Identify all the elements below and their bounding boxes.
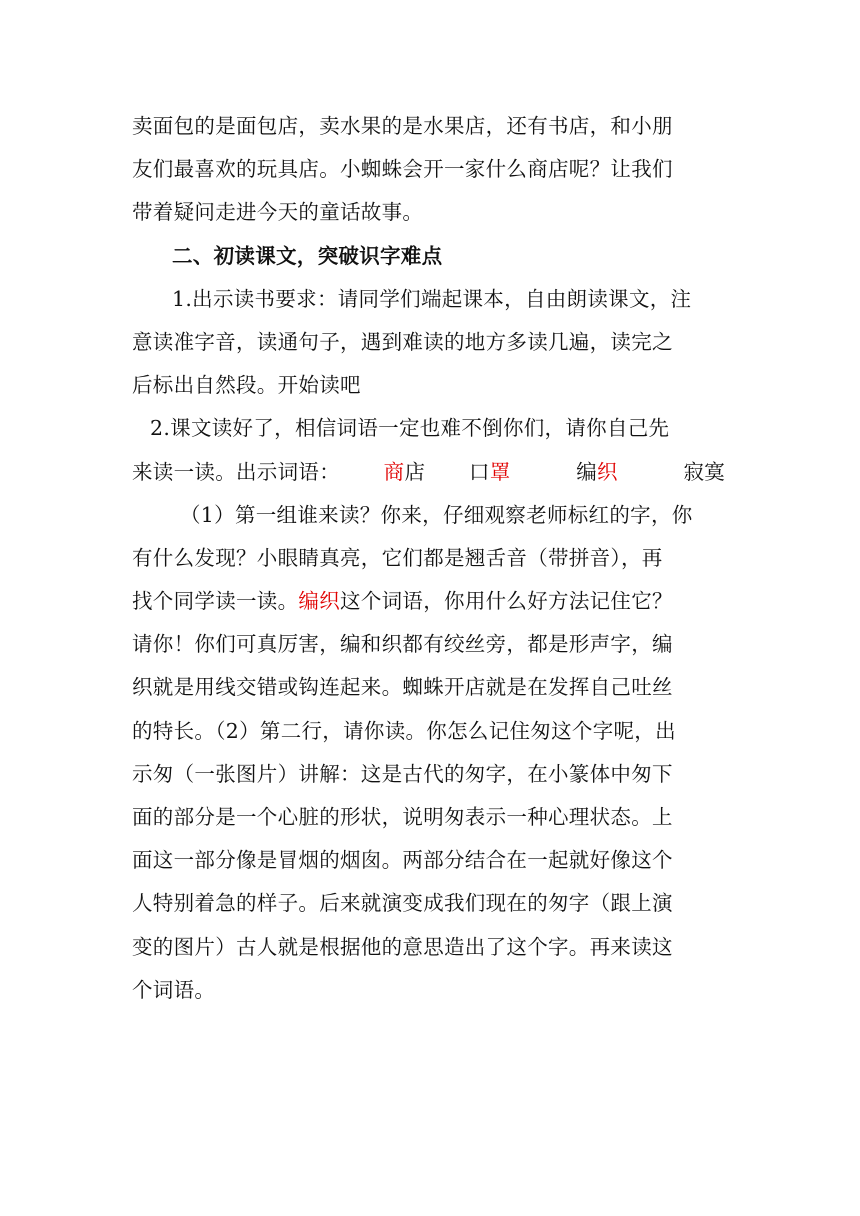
paragraph-line: 请你！你们可真厉害，编和织都有绞丝旁，都是形声字，编	[132, 632, 673, 657]
highlighted-char: 罩	[489, 459, 511, 484]
paragraph-line: 变的图片）古人就是根据他的意思造出了这个字。再来读这	[132, 934, 673, 959]
plain-char: 店	[404, 459, 426, 484]
vocab-word-bianzhi	[576, 460, 618, 484]
text-prefix: 找个同学读一读。	[132, 589, 299, 614]
paragraph-line: 2.课文读好了，相信词语一定也难不倒你们，请你自己先	[150, 416, 670, 441]
paragraph-line: 人特别着急的样子。后来就演变成我们现在的匆字（跟上演	[132, 891, 673, 916]
paragraph-line: 面这一部分像是冒烟的烟囱。两部分结合在一起就好像这个	[132, 848, 673, 873]
plain-char: 口	[468, 459, 490, 484]
vocabulary-prefix: 来读一读。出示词语：	[132, 459, 340, 484]
paragraph-line: 示匆（一张图片）讲解：这是古代的匆字，在小篆体中匆下	[132, 761, 673, 786]
section-heading: 二、初读课文，突破识字难点	[172, 243, 443, 268]
document-page	[132, 105, 732, 1012]
text-suffix: 这个词语，你用什么好方法记住它？	[340, 589, 673, 614]
vocab-word-kouzhao	[469, 460, 511, 484]
vocab-word-jimo: 寂寞	[683, 459, 726, 484]
vocab-word-shangdian	[384, 460, 426, 484]
vocabulary-line	[132, 451, 732, 494]
paragraph-line: 织就是用线交错或钩连起来。蜘蛛开店就是在发挥自己吐丝	[132, 675, 673, 700]
paragraph-line: 的特长。（2）第二行，请你读。你怎么记住匆这个字呢，出	[132, 718, 676, 743]
paragraph-line: （1）第一组谁来读？你来，仔细观察老师标红的字，你	[180, 502, 693, 527]
paragraph-line	[132, 580, 732, 623]
paragraph-line: 面的部分是一个心脏的形状，说明匆表示一种心理状态。上	[132, 805, 673, 829]
paragraph-line: 1.出示读书要求：请同学们端起课本，自由朗读课文，注	[172, 286, 692, 311]
paragraph-line: 有什么发现？小眼睛真亮，它们都是翘舌音（带拼音），再	[132, 545, 663, 570]
paragraph-line: 个词语。	[132, 977, 216, 1002]
paragraph-line: 友们最喜欢的玩具店。小蜘蛛会开一家什么商店呢？让我们	[132, 157, 673, 182]
highlighted-word: 编织	[298, 589, 341, 614]
paragraph-line: 意读准字音，读通句子，遇到难读的地方多读几遍，读完之	[132, 329, 673, 354]
paragraph-line: 后标出自然段。开始读吧	[132, 373, 361, 398]
paragraph-line: 卖面包的是面包店，卖水果的是水果店，还有书店，和小朋	[132, 114, 673, 138]
plain-char: 编	[576, 459, 598, 484]
paragraph-line: 带着疑问走进今天的童话故事。	[132, 200, 424, 225]
highlighted-char: 织	[597, 459, 618, 484]
highlighted-char: 商	[383, 459, 405, 484]
